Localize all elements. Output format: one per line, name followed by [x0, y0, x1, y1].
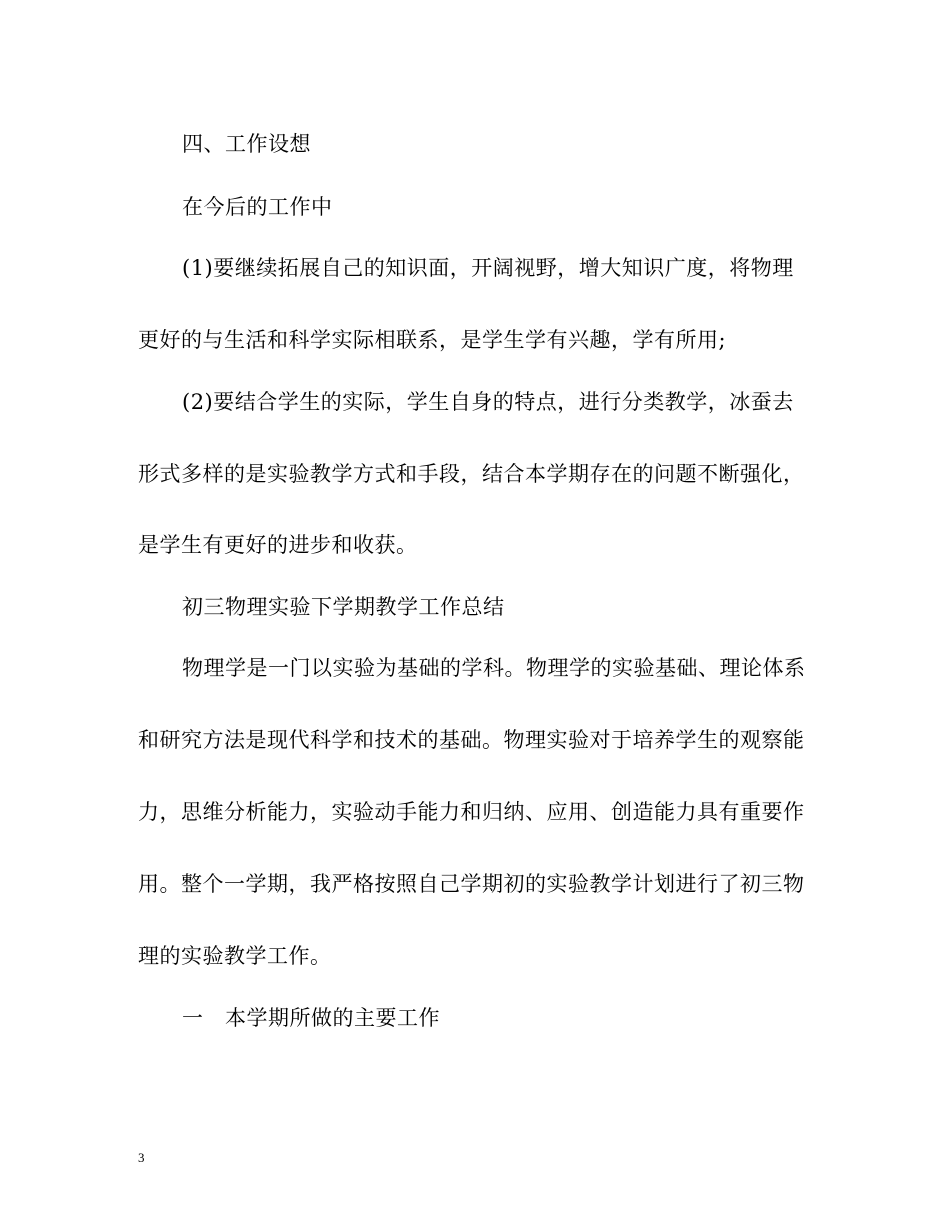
- paragraph-line: 用。整个一学期，我严格按照自己学期初的实验教学计划进行了初三物: [138, 872, 805, 896]
- paragraph-line: 力，思维分析能力，实验动手能力和归纳、应用、创造能力具有重要作: [138, 800, 805, 824]
- section-heading-main-work: 一 本学期所做的主要工作: [182, 1006, 440, 1030]
- paragraph-line: 在今后的工作中: [182, 195, 333, 219]
- paragraph-line: 是学生有更好的进步和收获。: [138, 533, 418, 557]
- document-title: 初三物理实验下学期教学工作总结: [182, 595, 505, 619]
- paragraph-line: 和研究方法是现代科学和技术的基础。物理实验对于培养学生的观察能: [138, 728, 805, 752]
- paragraph-line: 理的实验教学工作。: [138, 944, 332, 968]
- page-number: 3: [138, 1150, 145, 1165]
- paragraph-line: (1)要继续拓展自己的知识面，开阔视野，增大知识广度，将物理: [182, 256, 794, 280]
- paragraph-line: 形式多样的是实验教学方式和手段，结合本学期存在的问题不断强化，: [138, 462, 805, 486]
- paragraph-line: 更好的与生活和科学实际相联系，是学生学有兴趣，学有所用;: [138, 328, 727, 352]
- paragraph-line: (2)要结合学生的实际，学生自身的特点，进行分类教学，冰蚕去: [182, 390, 794, 414]
- paragraph-line: 物理学是一门以实验为基础的学科。物理学的实验基础、理论体系: [182, 656, 806, 680]
- section-heading-work-plan: 四、工作设想: [182, 132, 311, 156]
